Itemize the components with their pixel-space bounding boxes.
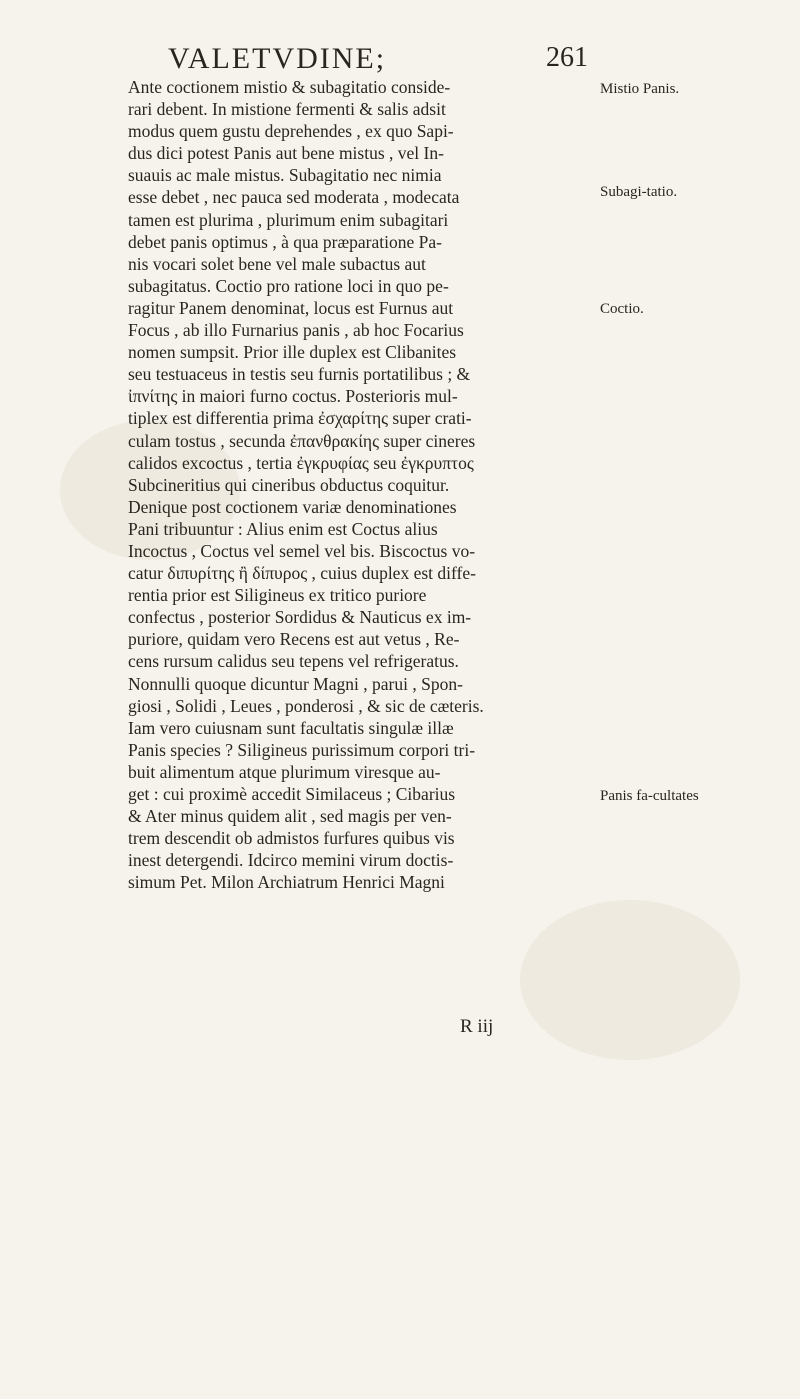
text-line: catur διπυρίτης ἢ δίπυρος , cuius duplex est diffe- xyxy=(128,563,476,584)
text-line: Subcineritius qui cineribus obductus coquitur. xyxy=(128,474,450,495)
text-line: tiplex est differentia prima ἐσχαρίτης super crati- xyxy=(128,408,472,429)
text-line: nomen sumpsit. Prior ille duplex est Clibanites xyxy=(128,342,457,363)
text-line: calidos excoctus , tertia ἐγκρυφίας seu ἐγκρυπτος xyxy=(128,452,474,473)
text-line: Nonnulli quoque dicuntur Magni , parui , Spon- xyxy=(128,673,463,694)
text-line: cens rursum calidus seu tepens vel refrigeratus. xyxy=(128,651,459,672)
text-line: rari debent. In mistione fermenti & salis adsit xyxy=(128,99,446,120)
text-line: modus quem gustu deprehendes , ex quo Sapi- xyxy=(128,121,454,142)
text-line: culam tostus , secunda ἐπανθρακίης super cineres xyxy=(128,430,476,451)
text-line: tamen est plurima , plurimum enim subagitari xyxy=(128,209,449,230)
text-line: seu testuaceus in testis seu furnis portatilibus ; & xyxy=(128,364,471,385)
text-line: ἰπνίτης in maiori furno coctus. Posterioris mul- xyxy=(128,386,458,407)
text-line: Iam vero cuiusnam sunt facultatis singulæ illæ xyxy=(128,717,454,738)
running-head: VALETVDINE; xyxy=(168,42,387,75)
text-line: Denique post coctionem variæ denominationes xyxy=(128,496,457,517)
text-line: Pani tribuuntur : Alius enim est Coctus alius xyxy=(128,518,438,539)
body-text xyxy=(128,76,588,893)
text-line: confectus , posterior Sordidus & Nauticus ex im- xyxy=(128,607,472,628)
text-line: buit alimentum atque plurimum viresque au- xyxy=(128,761,441,782)
margin-note-facultates: Panis fa-cultates xyxy=(600,788,699,804)
text-line: Incoctus , Coctus vel semel vel bis. Biscoctus vo- xyxy=(128,540,476,561)
paper-stain xyxy=(520,900,740,1060)
text-line: Panis species ? Siligineus purissimum corpori tri- xyxy=(128,739,476,760)
text-line: Ante coctionem mistio & subagitatio conside- xyxy=(128,77,451,97)
text-line: suauis ac male mistus. Subagitatio nec nimia xyxy=(128,165,442,186)
text-line: ragitur Panem denominat, locus est Furnus aut xyxy=(128,297,454,318)
text-line: & Ater minus quidem alit , sed magis per ven- xyxy=(128,806,452,827)
text-line: simum Pet. Milon Archiatrum Henrici Magni xyxy=(128,872,445,893)
text-line: dus dici potest Panis aut bene mistus , vel In- xyxy=(128,143,444,164)
text-line: inest detergendi. Idcirco memini virum doctis- xyxy=(128,850,454,871)
text-line: giosi , Solidi , Leues , ponderosi , & sic de cæteris. xyxy=(128,695,484,716)
text-line: trem descendit ob admistos furfures quibus vis xyxy=(128,828,455,849)
text-line: rentia prior est Siligineus ex tritico puriore xyxy=(128,585,427,606)
margin-note-mistio: Mistio Panis. xyxy=(600,81,680,97)
catchword-signature: R iij xyxy=(460,1016,494,1037)
text-line: puriore, quidam vero Recens est aut vetus , Re- xyxy=(128,629,460,650)
page-number: 261 xyxy=(546,42,588,73)
text-line: esse debet , nec pauca sed moderata , modecata xyxy=(128,187,460,208)
margin-note-coctio: Coctio. xyxy=(600,301,644,317)
margin-note-subagitatio: Subagi-tatio. xyxy=(600,184,678,200)
text-line: subagitatus. Coctio pro ratione loci in quo pe- xyxy=(128,275,449,296)
text-line: debet panis optimus , à qua præparatione Pa- xyxy=(128,231,442,252)
text-line: nis vocari solet bene vel male subactus aut xyxy=(128,253,426,274)
text-line: Focus , ab illo Furnarius panis , ab hoc Focarius xyxy=(128,320,464,341)
text-line: get : cui proximè accedit Similaceus ; Cibarius xyxy=(128,784,456,804)
